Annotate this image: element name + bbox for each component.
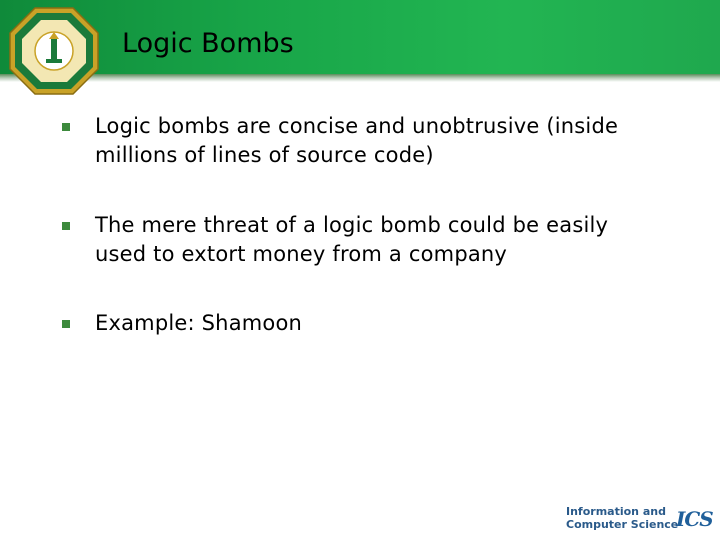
footer-logo-text	[566, 505, 678, 531]
footer-logo-mark: ICS	[676, 507, 713, 531]
header-shadow	[0, 74, 720, 82]
ics-logo-icon	[566, 505, 714, 535]
slide-title: Logic Bombs	[122, 28, 294, 59]
footer-logo-line1: Information and	[566, 505, 666, 518]
bullet-marker	[62, 123, 70, 131]
bullet-marker	[62, 320, 70, 328]
bullet-item	[62, 211, 608, 269]
bullet-line: Example: Shamoon	[95, 311, 303, 335]
footer-logo-line2: Computer Science	[566, 518, 679, 531]
bullet-item	[62, 112, 618, 170]
bullet-marker	[62, 222, 70, 230]
bullet-item	[62, 309, 302, 338]
bullet-line: used to extort money from a company	[95, 242, 508, 266]
bullet-line: The mere threat of a logic bomb could be easily	[95, 213, 609, 237]
bullet-line: Logic bombs are concise and unobtrusive (inside	[95, 114, 619, 138]
slide-header-bar	[0, 0, 720, 78]
kfupm-seal-icon	[8, 6, 100, 96]
bullet-line: millions of lines of source code)	[95, 143, 434, 167]
